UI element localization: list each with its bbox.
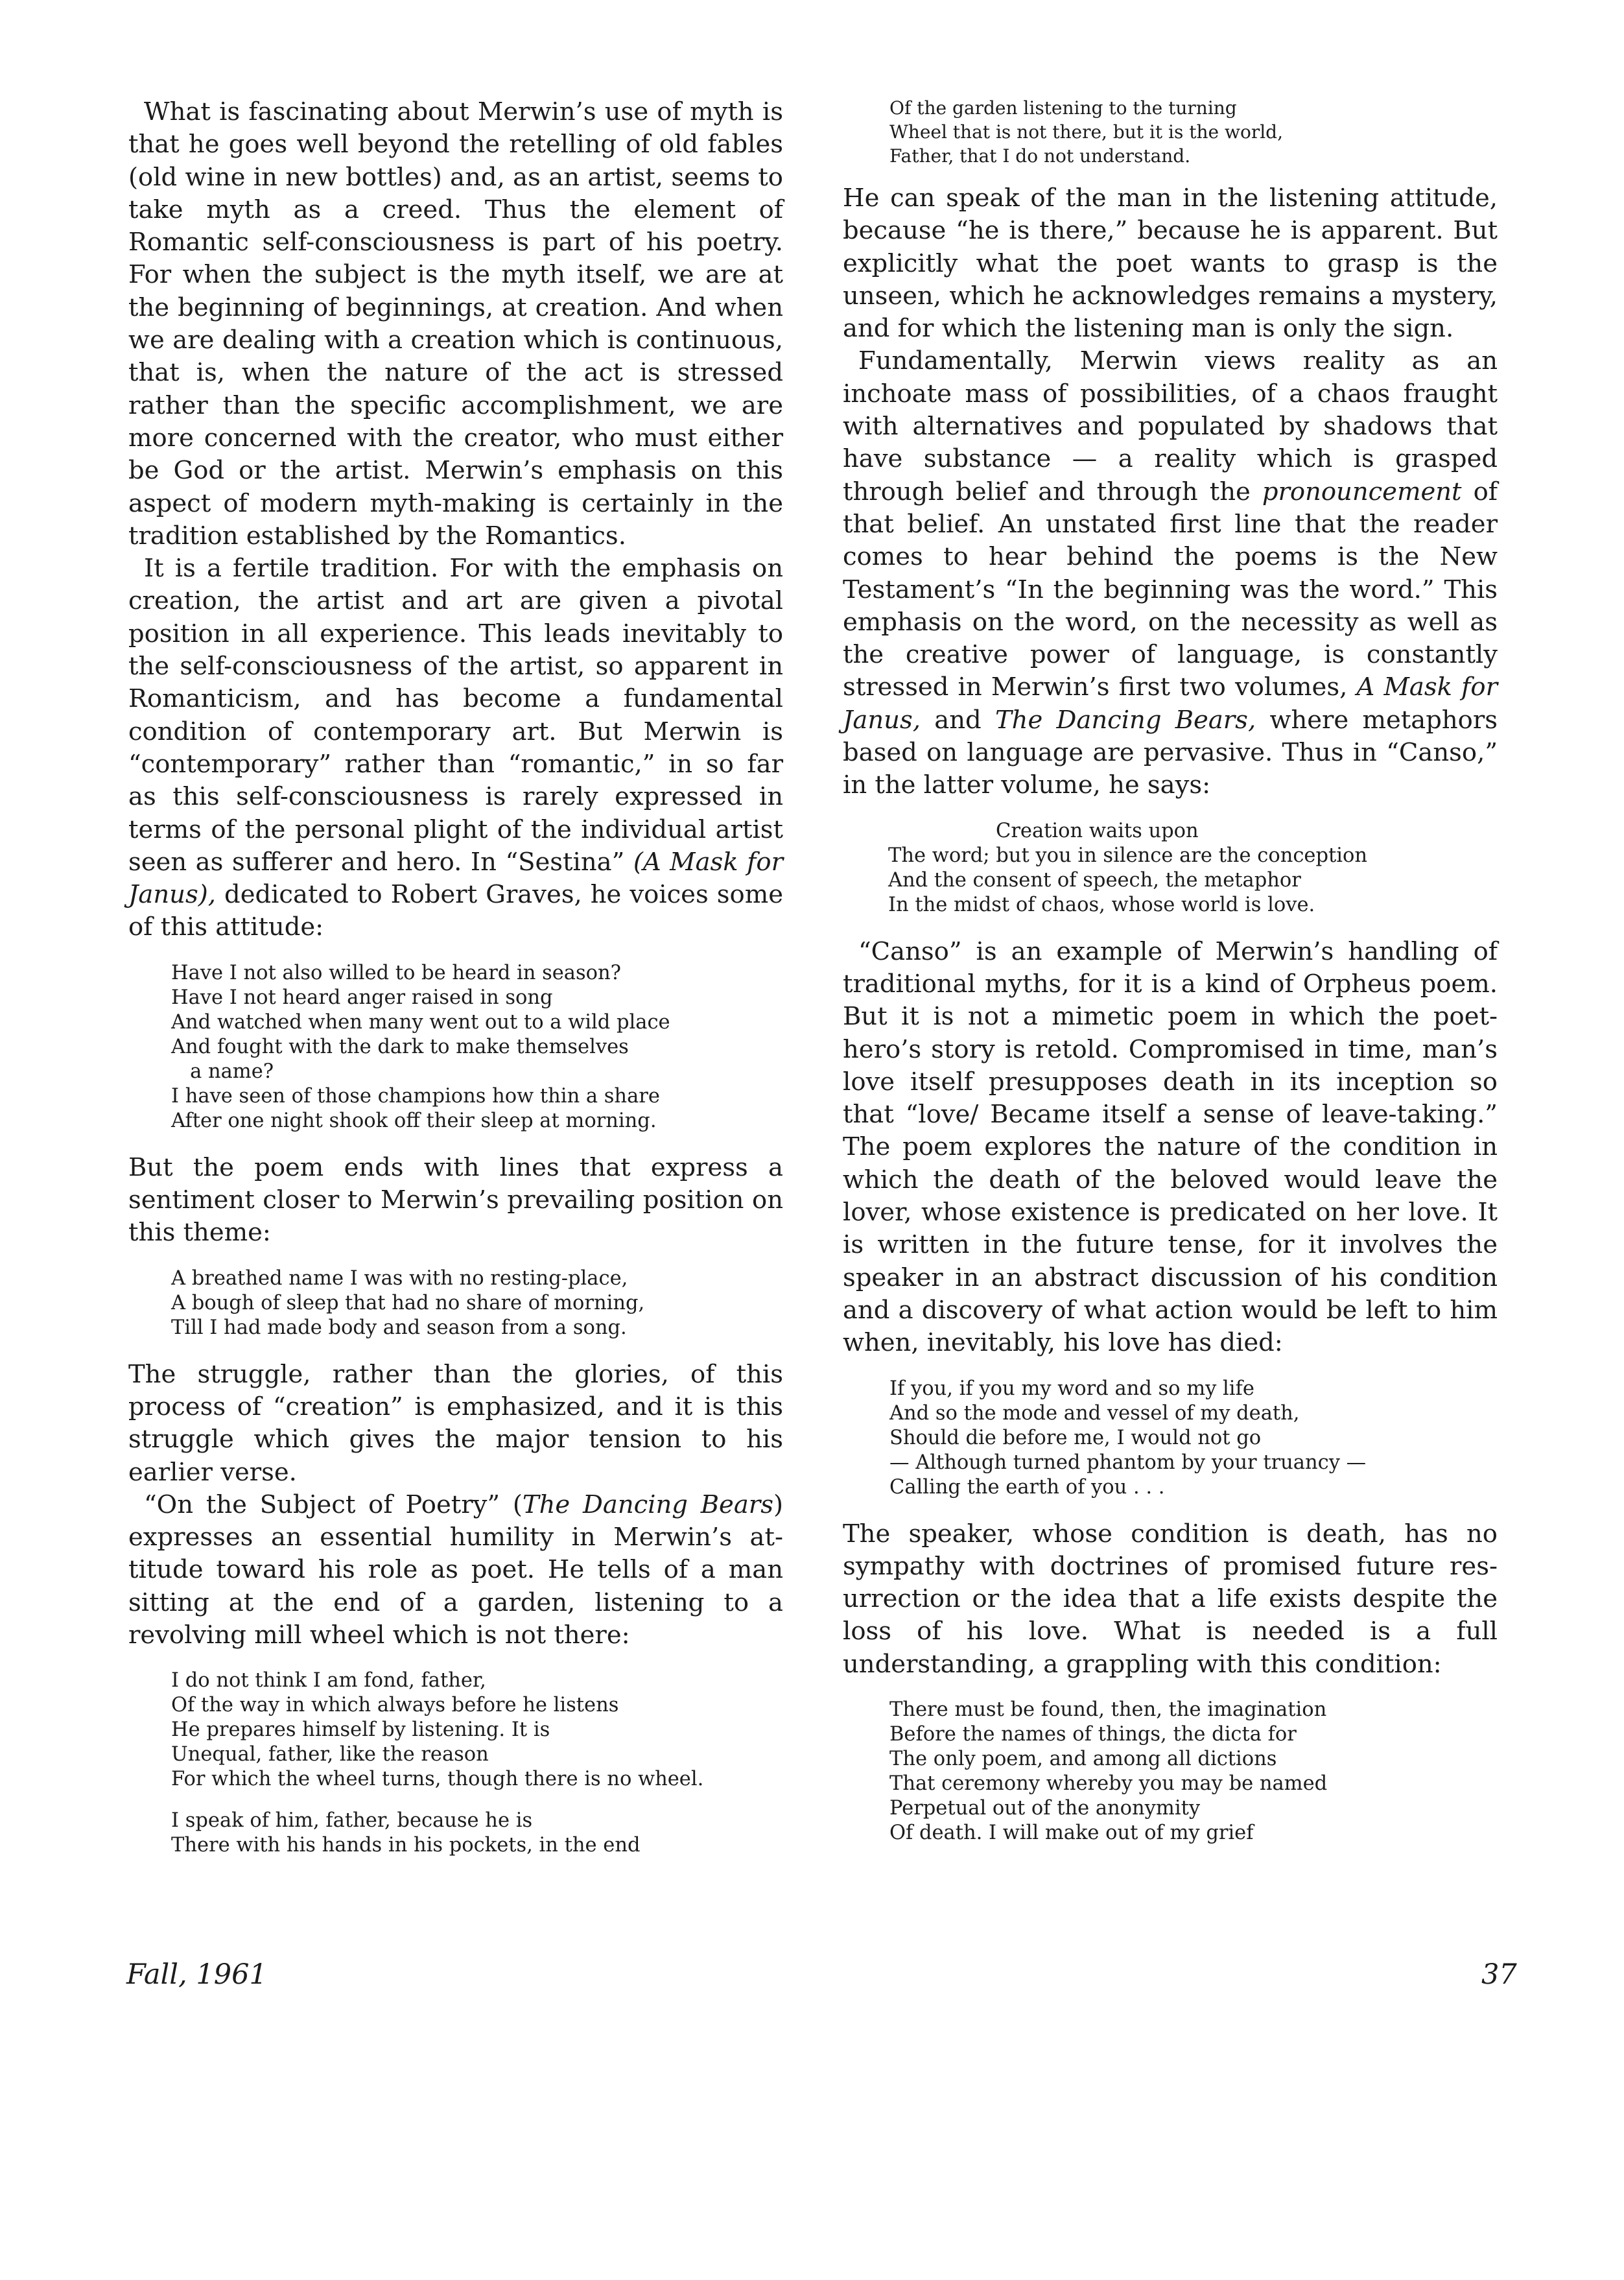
paragraph: “Canso” is an example of Merwin’s handling of traditional myths, for it is a kind of Orpheus poem. But it is not a mimetic poem in which the poet-hero’s story is retold. Compromised in time, man’s love itself presupposes death in its inception so that “love/ Became itself a sense of leave-taking.” The poem explores the nature of the condition in which the death of the beloved would leave the lover, whose existence is predicated on her love. It is written in the future tense, for it involves the speaker in an abstract discussion of his condition and a discovery of what action would be left to him when, inevitably, his love has died: [843, 936, 1498, 1358]
verse-line: Calling the earth of you . . . [889, 1475, 1165, 1499]
paragraph: “On the Subject of Poetry” (The Dancing Bears) expresses an essential humility in Merwin’s attitude toward his role as poet. He tells of a man sitting at the end of a garden, listening to a revolving mill wheel which is not there: [128, 1490, 783, 1650]
verse-line: The word; but you in silence are the conception [888, 844, 1368, 867]
right-column [843, 96, 1498, 1864]
verse-line: And the consent of speech, the metaphor [888, 868, 1301, 892]
verse-line: Unequal, father, like the reason [171, 1743, 489, 1766]
verse-line: There with his hands in his pockets, in the end [171, 1834, 641, 1857]
verse-line: Should die before me, I would not go [889, 1426, 1262, 1449]
verse-line: And fought with the dark to make themselves [171, 1035, 629, 1058]
verse-line: Have I not heard anger raised in song [171, 986, 553, 1009]
verse-line: Of death. I will make out of my grief [889, 1821, 1254, 1844]
verse-line: Wheel that is not there, but it is the world, [889, 121, 1284, 143]
verse-line: Have I not also willed to be heard in season? [171, 961, 621, 984]
verse-quote [171, 961, 783, 1134]
verse-quote [889, 1698, 1498, 1846]
verse-quote [888, 819, 1498, 918]
verse-line: Creation waits upon [996, 819, 1199, 842]
stanza-gap [171, 1792, 783, 1809]
paragraph: Fundamentally, Merwin views reality as an inchoate mass of possibilities, of a chaos fraught with alternatives and populated by shadows that have substance — a reality which is grasped through belief and through the pronouncement of that belief. An unstated first line that the reader comes to hear behind the poems is the New Testament’s “In the beginning was the word.” This emphasis on the word, on the necessity as well as the creative power of language, is constantly stressed in Merwin’s first two volumes, A Mask for Janus, and The Dancing Bears, where metaphors based on language are pervasive. Thus in “Canso,” in the latter volume, he says: [843, 346, 1498, 800]
verse-line: Till I had made body and season from a song. [171, 1316, 627, 1339]
verse-line: And so the mode and vessel of my death, [889, 1401, 1300, 1425]
italic-word: pronouncement [1262, 477, 1462, 506]
italic-title: The Dancing Bears, [994, 705, 1256, 735]
italic-title: (A Mask for Janus), [128, 847, 783, 910]
paragraph: But the poem ends with lines that express a sentiment closer to Merwin’s prevailing position on this theme: [128, 1152, 783, 1248]
verse-line: I do not think I am fond, father, [171, 1669, 486, 1692]
verse-line: A breathed name I was with no resting-place, [171, 1266, 628, 1290]
paragraph: The struggle, rather than the glories, of this process of “creation” is emphasized, and it is this struggle which gives the major tension to his earlier verse. [128, 1359, 783, 1487]
paragraph: It is a fertile tradition. For with the emphasis on creation, the artist and art are given a pivotal position in all experience. This leads inevitably to the self-consciousness of the artist, so apparent in Romanticism, and has become a fundamental condition of contemporary art. But Merwin is “contemporary” rather than “romantic,” in so far as this self-consciousness is rarely expressed in terms of the personal plight of the individual artist seen as sufferer and hero. In “Sestina” (A Mask for Janus), dedicated to Robert Graves, he voices some of this attitude: [128, 554, 783, 942]
left-column [128, 96, 783, 1876]
verse-line: After one night shook off their sleep at morning. [171, 1109, 657, 1132]
verse-line: I have seen of those champions how thin a share [171, 1084, 660, 1108]
verse-line: He prepares himself by listening. It is [171, 1718, 550, 1742]
italic-title: A Mask for Janus, [843, 672, 1498, 735]
verse-line: Of the way in which always before he listens [171, 1694, 619, 1717]
verse-line: Before the names of things, the dicta for [889, 1722, 1297, 1746]
verse-quote [889, 96, 1498, 168]
verse-quote [171, 1668, 783, 1858]
verse-line: Father, that I do not understand. [889, 145, 1191, 167]
verse-line: If you, if you my word and so my life [889, 1377, 1254, 1400]
verse-line: Of the garden listening to the turning [889, 97, 1237, 119]
verse-line: In the midst of chaos, whose world is love. [888, 893, 1315, 916]
verse-line: A bough of sleep that had no share of morning, [171, 1291, 645, 1314]
verse-line: For which the wheel turns, though there is no wheel. [171, 1768, 704, 1791]
verse-line: There must be found, then, the imagination [889, 1698, 1327, 1721]
verse-line: The only poem, and among all dictions [889, 1747, 1277, 1770]
verse-line: Perpetual out of the anonymity [889, 1796, 1201, 1820]
verse-line: And watched when many went out to a wild place [171, 1010, 670, 1034]
paragraph: What is fascinating about Merwin’s use of myth is that he goes well beyond the retelling of old fables (old wine in new bottles) and, as an artist, seems to take myth as a creed. Thus the element of Romantic self-consciousness is part of his poetry. For when the subject is the myth itself, we are at the beginning of beginnings, at creation. And when we are dealing with a creation which is continuous, that is, when the nature of the act is stressed rather than the specific accomplishment, we are more concerned with the creator, who must either be God or the artist. Merwin’s emphasis on this aspect of modern myth-making is certainly in the tradition established by the Romantics. [128, 97, 783, 551]
verse-line: That ceremony whereby you may be named [889, 1772, 1328, 1795]
verse-quote [889, 1377, 1498, 1500]
paragraph: The speaker, whose condition is death, has no sympathy with doctrines of promised future resurrection or the idea that a life exists despite the loss of his love. What is needed is a full understanding, a grappling with this condition: [843, 1519, 1498, 1679]
verse-line: a name? [171, 1060, 274, 1083]
issue-date: Fall, 1961 [126, 1958, 267, 1991]
verse-line: I speak of him, father, because he is [171, 1809, 533, 1833]
verse-quote [171, 1266, 783, 1340]
page-number: 37 [1481, 1958, 1517, 1991]
paragraph: He can speak of the man in the listening attitude, because “he is there,” because he is apparent. But explicitly what the poet wants to grasp is the unseen, which he acknowledges remains a mystery, and for which the listening man is only the sign. [843, 184, 1498, 344]
italic-title: The Dancing Bears [522, 1490, 773, 1519]
verse-line: — Although turned phantom by your truancy — [889, 1451, 1367, 1474]
